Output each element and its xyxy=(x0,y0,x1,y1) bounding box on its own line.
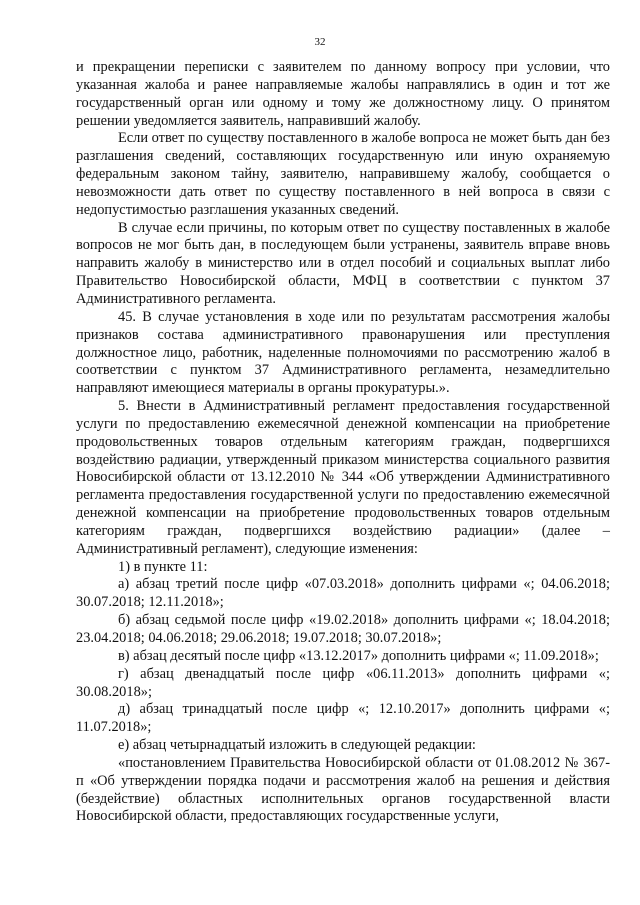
paragraph-subitem-g: г) абзац двенадцатый после цифр «06.11.2013» дополнить цифрами «; 30.08.2018»; xyxy=(76,665,610,700)
paragraph-subitem-v: в) абзац десятый после цифр «13.12.2017» дополнить цифрами «; 11.09.2018»; xyxy=(118,647,599,664)
paragraph-subitem-d: д) абзац тринадцатый после цифр «; 12.10.2017» дополнить цифрами «; 11.07.2018»; xyxy=(76,701,610,736)
paragraph-subitem-b: б) абзац седьмой после цифр «19.02.2018» дополнить цифрами «; 18.04.2018; 23.04.2018; 04.06.2018; 29.06.2018; 19.07.2018; 30.07.2018»; xyxy=(76,612,610,646)
paragraph-no-answer-secrecy: Если ответ по существу поставленного в жалобе вопроса не может быть дан без разглашения сведений, составляющих государственную или иную охраняемую федеральным законом тайну, заявителю, направившему жалобу, сообщается о невозможности дать ответ по существу поставленного в ней вопроса в связи с недопустимостью разглашения указанных сведений. xyxy=(76,130,610,218)
paragraph-item-45: 45. В случае установления в ходе или по результатам рассмотрения жалобы признаков состава административного правонарушения или преступления должностное лицо, работник, наделенные полномочиями по рассмотрению жалоб в соответствии с пунктом 37 Административного регламента, незамедлительно направляют имеющиеся материалы в органы прокуратуры.». xyxy=(76,308,610,397)
paragraph-quoted-resolution: «постановлением Правительства Новосибирской области от 01.08.2012 № 367-п «Об утверждении порядка подачи и рассмотрения жалоб на решения и действия (бездействие) областных исполнительных органов государственной власти Новосибирской области, предоставляющих государственные услуги, xyxy=(76,754,610,825)
paragraph-continuation: и прекращении переписки с заявителем по данному вопросу при условии, что указанная жалоба и ранее направляемые жалобы направлялись в один и тот же государственный орган или одному и тому же должностному лицу. О принятом решении уведомляется заявитель, направивший жалобу. xyxy=(76,59,610,129)
page-number: 32 xyxy=(314,36,326,48)
paragraph-repeat-complaint: В случае если причины, по которым ответ по существу поставленных в жалобе вопросов не мог быть дан, в последующем были устранены, заявитель вправе вновь направить жалобу в министерство или в отдел пособий и социальных выплат либо Правительство Новосибирской области, МФЦ в соответствии с пунктом 37 Административного регламента. xyxy=(76,219,610,307)
paragraph-item-5: 5. Внести в Административный регламент предоставления государственной услуги по предоставлению ежемесячной денежной компенсации на приобретение продовольственных товаров отдельным категориям граждан, подвергшихся воздействию радиации, утвержденный приказом министерства социального развития Новосибирской области от 13.12.2010 № 344 «Об утверждении Административного регламента предоставления государственной услуги по предоставлению ежемесячной денежной компенсации на приобретение продовольственных товаров отдельным категориям граждан, подвергшихся воздействию радиации» (далее – Административный регламент), следующие изменения: xyxy=(76,398,610,557)
document-body xyxy=(76,59,610,826)
paragraph-subitem-1: 1) в пункте 11: xyxy=(118,558,208,575)
paragraph-subitem-a: а) абзац третий после цифр «07.03.2018» дополнить цифрами «; 04.06.2018; 30.07.2018; 12.11.2018»; xyxy=(76,576,610,611)
paragraph-subitem-e: е) абзац четырнадцатый изложить в следующей редакции: xyxy=(118,737,476,754)
